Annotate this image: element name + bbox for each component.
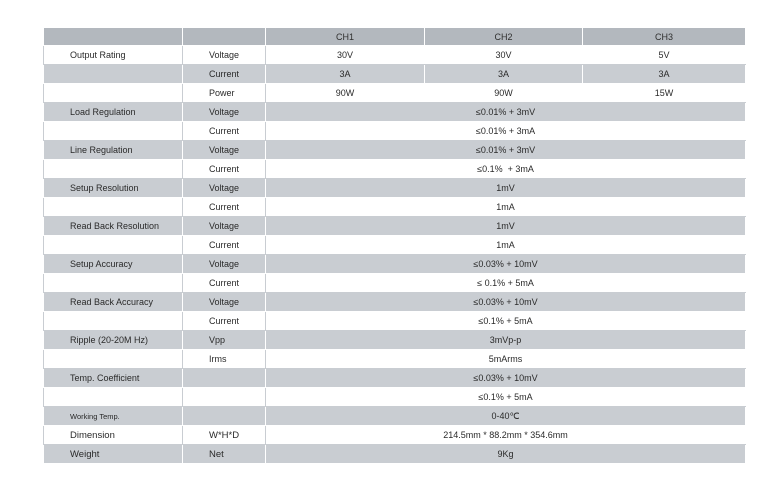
category-label: Read Back Resolution bbox=[44, 217, 183, 236]
parameter-label: Current bbox=[183, 198, 266, 217]
parameter-label: Voltage bbox=[183, 293, 266, 312]
spec-value: 214.5mm * 88.2mm * 354.6mm bbox=[266, 426, 746, 445]
ch1-value: 30V bbox=[266, 46, 425, 65]
parameter-label: Current bbox=[183, 122, 266, 141]
spec-value: 3mVp-p bbox=[266, 331, 746, 350]
spec-value: ≤0.1% + 3mA bbox=[266, 160, 746, 179]
category-label bbox=[44, 122, 183, 141]
parameter-label: Voltage bbox=[183, 179, 266, 198]
category-label: Ripple (20-20M Hz) bbox=[44, 331, 183, 350]
parameter-label bbox=[183, 369, 266, 388]
parameter-label: Power bbox=[183, 84, 266, 103]
parameter-label: Current bbox=[183, 274, 266, 293]
spec-value: 1mV bbox=[266, 179, 746, 198]
parameter-label bbox=[183, 388, 266, 407]
spec-value: 1mV bbox=[266, 217, 746, 236]
spec-value: ≤0.03% + 10mV bbox=[266, 293, 746, 312]
category-label: Weight bbox=[44, 445, 183, 464]
table-row bbox=[44, 84, 746, 103]
spec-value: ≤0.03% + 10mV bbox=[266, 369, 746, 388]
table-row bbox=[44, 160, 746, 179]
ch2-value: 3A bbox=[425, 65, 583, 84]
table-row bbox=[44, 236, 746, 255]
table-row bbox=[44, 46, 746, 65]
spec-value: ≤0.01% + 3mV bbox=[266, 141, 746, 160]
category-label bbox=[44, 312, 183, 331]
parameter-label: Voltage bbox=[183, 255, 266, 274]
table-row bbox=[44, 217, 746, 236]
parameter-label: Voltage bbox=[183, 217, 266, 236]
table-row bbox=[44, 103, 746, 122]
spec-value: 5mArms bbox=[266, 350, 746, 369]
table-row bbox=[44, 141, 746, 160]
spec-value: 1mA bbox=[266, 236, 746, 255]
category-label bbox=[44, 84, 183, 103]
parameter-label: Voltage bbox=[183, 103, 266, 122]
parameter-label: Net bbox=[183, 445, 266, 464]
spec-value: ≤0.1% + 5mA bbox=[266, 312, 746, 331]
table-row bbox=[44, 293, 746, 312]
ch3-value: 5V bbox=[583, 46, 746, 65]
ch1-value: 90W bbox=[266, 84, 425, 103]
ch3-value: 3A bbox=[583, 65, 746, 84]
table-row bbox=[44, 255, 746, 274]
table-row bbox=[44, 407, 746, 426]
table-row bbox=[44, 331, 746, 350]
table-header-row bbox=[44, 28, 746, 46]
parameter-label: Voltage bbox=[183, 141, 266, 160]
parameter-label: Current bbox=[183, 65, 266, 84]
table-row bbox=[44, 369, 746, 388]
parameter-label: Current bbox=[183, 312, 266, 331]
ch2-value: 30V bbox=[425, 46, 583, 65]
ch3-value: 15W bbox=[583, 84, 746, 103]
table-row bbox=[44, 426, 746, 445]
category-label bbox=[44, 236, 183, 255]
parameter-label: Current bbox=[183, 236, 266, 255]
category-label bbox=[44, 160, 183, 179]
parameter-label: W*H*D bbox=[183, 426, 266, 445]
header-blank-cell bbox=[183, 28, 266, 46]
category-label: Setup Resolution bbox=[44, 179, 183, 198]
category-label: Output Rating bbox=[44, 46, 183, 65]
spec-value: 9Kg bbox=[266, 445, 746, 464]
table-row bbox=[44, 274, 746, 293]
header-blank-cell bbox=[44, 28, 183, 46]
spec-value: ≤ 0.1% + 5mA bbox=[266, 274, 746, 293]
table-row bbox=[44, 198, 746, 217]
header-ch3: CH3 bbox=[583, 28, 746, 46]
category-label: Read Back Accuracy bbox=[44, 293, 183, 312]
spec-table bbox=[43, 27, 746, 464]
spec-value: 1mA bbox=[266, 198, 746, 217]
table-row bbox=[44, 312, 746, 331]
spec-value: ≤0.1% + 5mA bbox=[266, 388, 746, 407]
category-label: Temp. Coefficient bbox=[44, 369, 183, 388]
category-label bbox=[44, 274, 183, 293]
table-row bbox=[44, 179, 746, 198]
ch2-value: 90W bbox=[425, 84, 583, 103]
category-label bbox=[44, 388, 183, 407]
parameter-label: Irms bbox=[183, 350, 266, 369]
parameter-label: Vpp bbox=[183, 331, 266, 350]
parameter-label bbox=[183, 407, 266, 426]
header-ch1: CH1 bbox=[266, 28, 425, 46]
spec-value: ≤0.01% + 3mV bbox=[266, 103, 746, 122]
table-row bbox=[44, 350, 746, 369]
category-label: Working Temp. bbox=[44, 407, 183, 426]
parameter-label: Current bbox=[183, 160, 266, 179]
category-label bbox=[44, 198, 183, 217]
category-label: Load Regulation bbox=[44, 103, 183, 122]
spec-value: 0-40℃ bbox=[266, 407, 746, 426]
header-ch2: CH2 bbox=[425, 28, 583, 46]
spec-value: ≤0.03% + 10mV bbox=[266, 255, 746, 274]
table-row bbox=[44, 122, 746, 141]
spec-value: ≤0.01% + 3mA bbox=[266, 122, 746, 141]
table-row bbox=[44, 65, 746, 84]
category-label: Setup Accuracy bbox=[44, 255, 183, 274]
category-label: Dimension bbox=[44, 426, 183, 445]
category-label bbox=[44, 350, 183, 369]
table-row bbox=[44, 445, 746, 464]
category-label: Line Regulation bbox=[44, 141, 183, 160]
ch1-value: 3A bbox=[266, 65, 425, 84]
parameter-label: Voltage bbox=[183, 46, 266, 65]
category-label bbox=[44, 65, 183, 84]
table-row bbox=[44, 388, 746, 407]
